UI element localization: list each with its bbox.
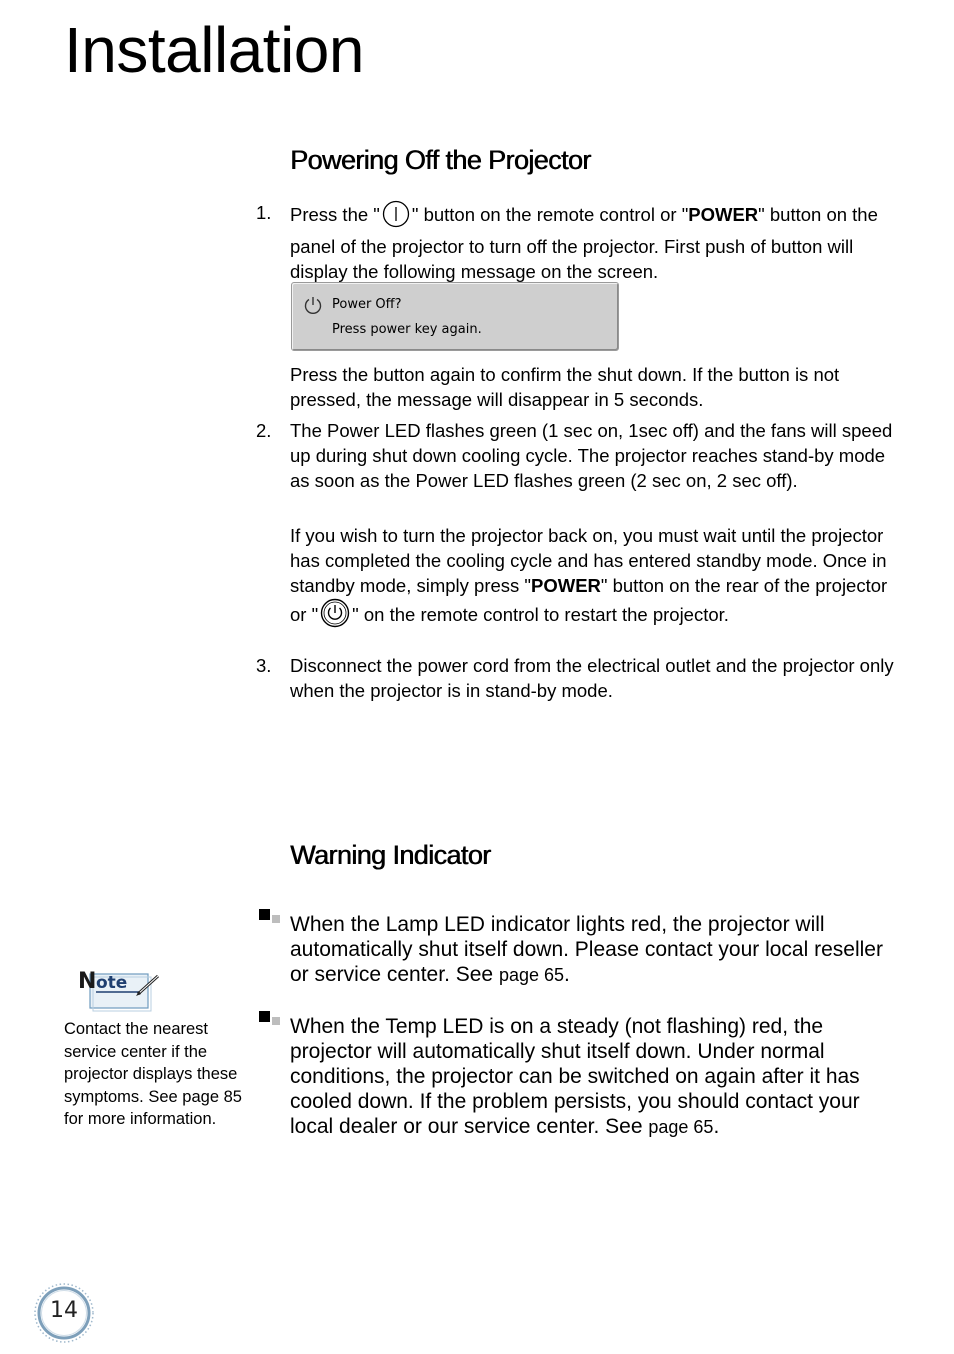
- page-number: 14: [50, 1298, 78, 1323]
- warning-bullet-temp: [257, 1014, 907, 1140]
- step-3-text: Disconnect the power cord from the electrical outlet and the projector only when the projector is in stand-by mode.: [290, 655, 894, 701]
- step-1-followup: Press the button again to confirm the shut down. If the button is not pressed, the message will disappear in 5 seconds.: [290, 364, 840, 410]
- svg-text:ote: ote: [96, 973, 128, 993]
- bullet-icon: [257, 909, 287, 923]
- osd-line-1: Power Off?: [332, 297, 402, 312]
- svg-text:N: N: [78, 969, 97, 994]
- step-2-para-post: " on the remote control to restart the projector.: [352, 604, 729, 625]
- osd-line-2: Press power key again.: [332, 322, 482, 337]
- power-icon: [382, 200, 410, 234]
- step-1-rest: " button on the panel of the projector to turn off the projector. First push of button will display the following message on the screen.: [290, 204, 878, 282]
- bullet-text: When the Temp LED is on a steady (not flashing) red, the projector will automatically shut itself down. Under normal conditions, the projector can be switched on again after it has cooled down. If the problem persists, you should contact your local dealer or our service center. See: [290, 1015, 860, 1138]
- power-keyword: POWER: [531, 575, 601, 596]
- power-keyword: POWER: [688, 204, 759, 225]
- bullet-text: When the Lamp LED indicator lights red, the projector will automatically shut itself down. Please contact your local reseller or service center. See: [290, 913, 883, 986]
- step-3: [256, 653, 906, 703]
- step-1: [256, 200, 906, 284]
- bullet-icon: [257, 1011, 287, 1025]
- power-icon: [320, 598, 350, 634]
- note-text: Contact the nearest service center if the projector displays these symptoms. See page 85 for more information.: [64, 1020, 242, 1129]
- step-number: 2.: [256, 420, 272, 441]
- bullet-end: .: [564, 963, 570, 986]
- step-number: 3.: [256, 655, 272, 676]
- page-reference: page 65: [648, 1117, 714, 1137]
- step-1-pre: Press the ": [290, 204, 380, 225]
- warning-bullet-lamp: [257, 912, 907, 988]
- section-title-powering-off: Powering Off the Projector: [290, 145, 591, 175]
- page-title: Installation: [64, 14, 364, 86]
- bullet-end: .: [713, 1115, 720, 1138]
- step-2-paragraph: [290, 523, 906, 634]
- power-icon: [303, 295, 323, 319]
- osd-power-off-message: [291, 282, 619, 351]
- step-2-para-mid: " button on the rear of the projector or ": [290, 575, 888, 625]
- step-2-para-pre: If you wish to turn the projector back on, you must wait until the projector has completed the cooling cycle and has entered standby mode. Once in standby mode, simply press ": [290, 525, 887, 596]
- page-reference: page 65: [498, 965, 565, 985]
- step-number: 1.: [256, 202, 272, 223]
- step-2: [256, 418, 906, 493]
- step-2-text: The Power LED flashes green (1 sec on, 1sec off) and the fans will speed up during shut down cooling cycle. The projector reaches stand-by mode as soon as the Power LED flashes green (2 sec on, 2 sec off).: [290, 420, 893, 491]
- step-1-post: " button on the remote control or ": [411, 204, 689, 225]
- note-pencil-icon: [76, 964, 164, 1017]
- section-title-warning: Warning Indicator: [290, 840, 491, 870]
